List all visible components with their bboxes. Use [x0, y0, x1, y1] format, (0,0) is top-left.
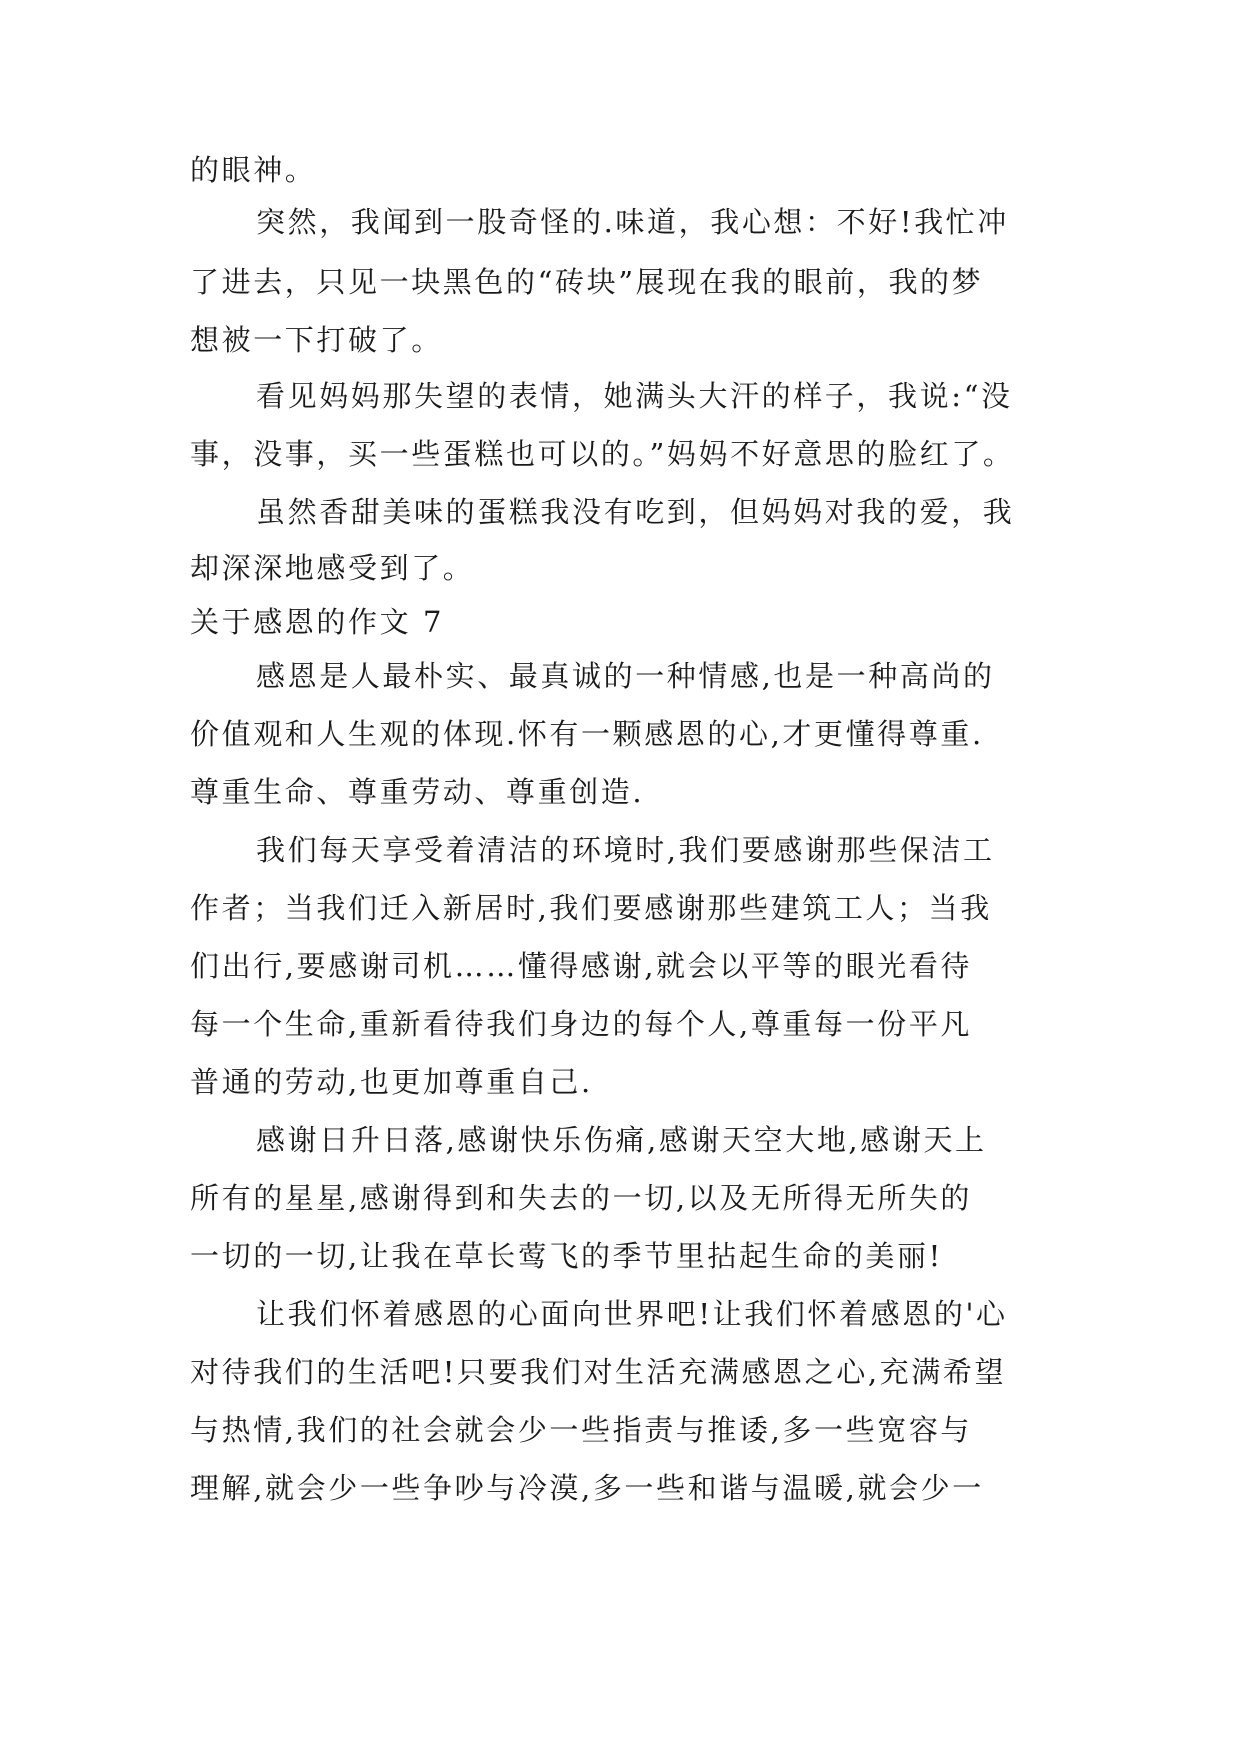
text-line: 一切的一切,让我在草长莺飞的季节里拈起生命的美丽! — [190, 1239, 943, 1273]
paragraph-first-line: 看见妈妈那失望的表情，她满头大汗的样子，我说:“没 — [256, 379, 1013, 413]
text-line: 每一个生命,重新看待我们身边的每个人,尊重每一份平凡 — [190, 1007, 973, 1041]
text-line: 对待我们的生活吧!只要我们对生活充满感恩之心,充满希望 — [190, 1355, 1007, 1389]
paragraph-first-line: 让我们怀着感恩的心面向世界吧!让我们怀着感恩的'心 — [256, 1297, 1008, 1331]
text-line: 了进去，只见一块黑色的“砖块”展现在我的眼前，我的梦 — [190, 265, 984, 299]
paragraph-first-line: 我们每天享受着清洁的环境时,我们要感谢那些保洁工 — [256, 833, 995, 867]
text-line: 价值观和人生观的体现.怀有一颗感恩的心,才更懂得尊重. — [190, 717, 984, 751]
text-line: 却深深地感受到了。 — [190, 551, 475, 585]
text-line: 与热情,我们的社会就会少一些指责与推诿,多一些宽容与 — [190, 1413, 973, 1447]
paragraph-first-line: 突然，我闻到一股奇怪的.味道，我心想：不好!我忙冲 — [256, 205, 1009, 239]
paragraph-first-line: 感谢日升日落,感谢快乐伤痛,感谢天空大地,感谢天上 — [256, 1123, 987, 1157]
text-line: 事，没事，买一些蛋糕也可以的。”妈妈不好意思的脸红了。 — [190, 437, 1015, 471]
text-line: 们出行,要感谢司机……懂得感谢,就会以平等的眼光看待 — [190, 949, 973, 983]
text-line: 作者；当我们迁入新居时,我们要感谢那些建筑工人；当我 — [190, 891, 992, 925]
paragraph-first-line: 感恩是人最朴实、最真诚的一种情感,也是一种高尚的 — [256, 659, 995, 693]
paragraph-first-line: 虽然香甜美味的蛋糕我没有吃到，但妈妈对我的爱，我 — [256, 495, 1015, 529]
text-line: 理解,就会少一些争吵与冷漠,多一些和谐与温暖,就会少一 — [190, 1471, 984, 1505]
text-line: 的眼神。 — [190, 153, 317, 187]
text-line: 尊重生命、尊重劳动、尊重创造. — [190, 775, 645, 809]
section-heading: 关于感恩的作文 7 — [190, 605, 445, 639]
text-line: 所有的星星,感谢得到和失去的一切,以及无所得无所失的 — [190, 1181, 973, 1215]
text-line: 想被一下打破了。 — [190, 323, 443, 357]
text-line: 普通的劳动,也更加尊重自己. — [190, 1065, 593, 1099]
